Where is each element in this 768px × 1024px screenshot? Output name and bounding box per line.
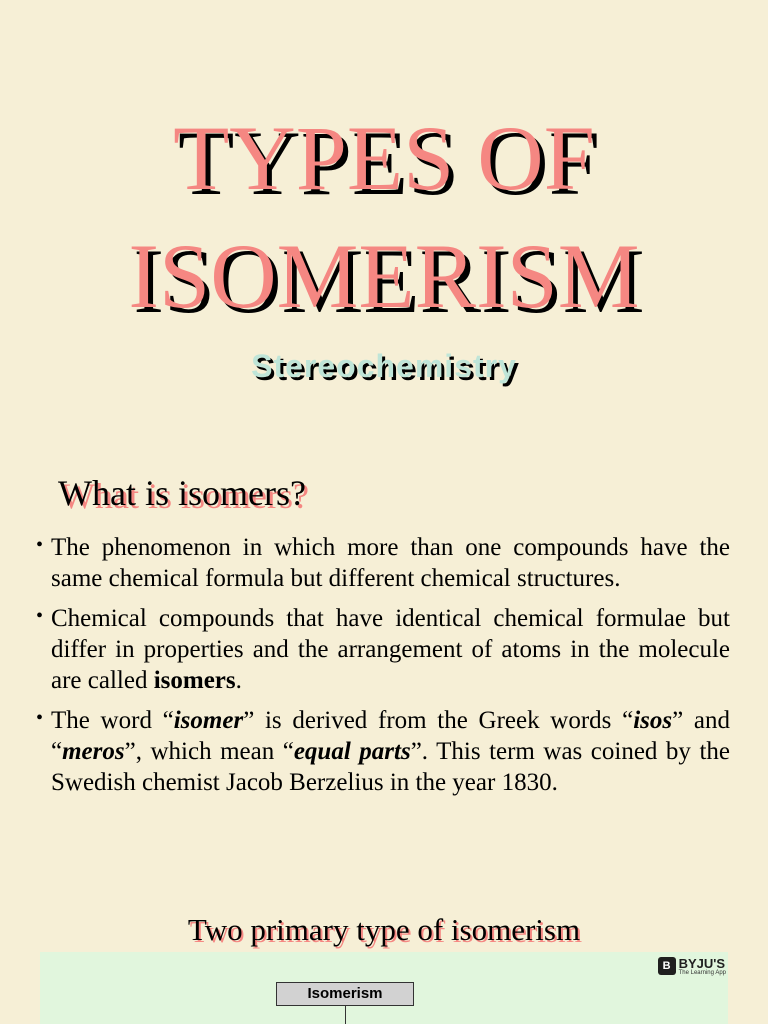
byjus-logo-icon: B <box>658 957 676 975</box>
bullet-icon: • <box>36 605 44 627</box>
bold-term: isomers <box>153 667 236 694</box>
section-heading: What is isomers? <box>58 473 306 513</box>
byjus-logo <box>658 957 726 977</box>
emphasis-term: isos <box>633 707 673 734</box>
isomerism-node: Isomerism <box>276 982 414 1006</box>
bullet-icon: • <box>36 707 44 729</box>
bullet-text: The phenomenon in which more than one compounds have the same chemical formula but different chemical structures. <box>51 534 730 592</box>
bullet-text: Chemical compounds that have identical chemical formulae but differ in properties and the arrangement of atoms in the molecule are called <box>51 605 730 694</box>
diagram-heading: Two primary type of isomerism <box>187 912 581 947</box>
isomerism-diagram <box>40 952 728 1024</box>
emphasis-term: equal parts <box>293 738 411 765</box>
emphasis-term: meros <box>62 738 125 765</box>
title-line-1: TYPES OF <box>173 107 595 209</box>
bullet-text: . <box>235 667 242 694</box>
connector-line <box>345 1006 346 1024</box>
bullet-icon: • <box>36 534 44 556</box>
bullet-text: ” is derived from the Greek words “ <box>243 707 634 734</box>
subtitle: Stereochemistry <box>251 348 517 384</box>
bullet-item <box>36 532 730 594</box>
bullet-item <box>36 603 730 696</box>
emphasis-term: isomer <box>173 707 244 734</box>
bullet-list <box>36 532 730 807</box>
logo-tagline: The Learning App <box>678 970 726 976</box>
bullet-item <box>36 705 730 798</box>
bullet-text: ” and “ <box>51 707 730 765</box>
bullet-text: ”, which mean “ <box>124 738 294 765</box>
title-line-2: ISOMERISM <box>128 225 640 327</box>
bullet-text: The word “ <box>51 707 174 734</box>
logo-name: BYJU'S <box>678 956 726 971</box>
bullet-text: ”. This term was coined by the Swedish chemist Jacob Berzelius in the year 1830. <box>51 738 730 796</box>
